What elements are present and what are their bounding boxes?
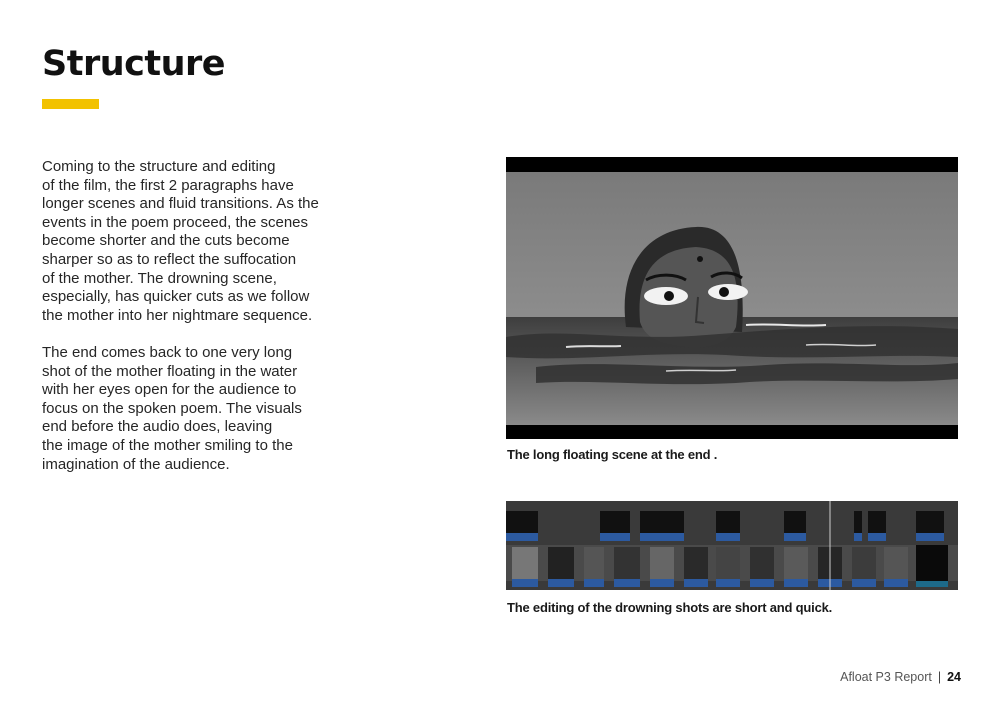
editing-timeline-image (506, 501, 958, 590)
text-line: the mother into her nightmare sequence. (42, 306, 313, 324)
text-line: the image of the mother smiling to the (42, 436, 293, 454)
report-name: Afloat P3 Report (840, 670, 932, 684)
text-line: events in the poem proceed, the scenes (42, 213, 309, 231)
page-footer (840, 670, 961, 684)
page-title: Structure (42, 44, 226, 84)
figure-caption-1: The long floating scene at the end . (507, 447, 718, 462)
text-line: Coming to the structure and editing (42, 158, 276, 175)
text-line: with her eyes open for the audience to (42, 381, 297, 399)
text-line: focus on the spoken poem. The visuals (42, 399, 302, 417)
text-line: The end comes back to one very long (42, 343, 293, 361)
text-line: become shorter and the cuts become (42, 232, 290, 250)
paragraph-2 (42, 344, 362, 474)
text-line: sharper so as to reflect the suffocation (42, 250, 297, 268)
title-accent-bar (42, 99, 99, 109)
text-line: of the film, the first 2 paragraphs have (42, 176, 294, 194)
text-line: especially, has quicker cuts as we follow (42, 288, 310, 306)
figure-caption-2: The editing of the drowning shots are short and quick. (507, 600, 833, 615)
paragraph-1 (42, 158, 362, 325)
text-line: end before the audio does, leaving (42, 418, 273, 436)
text-line: imagination of the audience. (42, 455, 230, 473)
text-line: of the mother. The drowning scene, (42, 269, 277, 287)
body-text (42, 158, 362, 493)
footer-separator: | (937, 670, 942, 684)
page-number: 24 (947, 670, 961, 684)
floating-scene-image (506, 157, 958, 439)
text-line: longer scenes and fluid transitions. As the (42, 195, 319, 213)
text-line: shot of the mother floating in the water (42, 362, 298, 380)
